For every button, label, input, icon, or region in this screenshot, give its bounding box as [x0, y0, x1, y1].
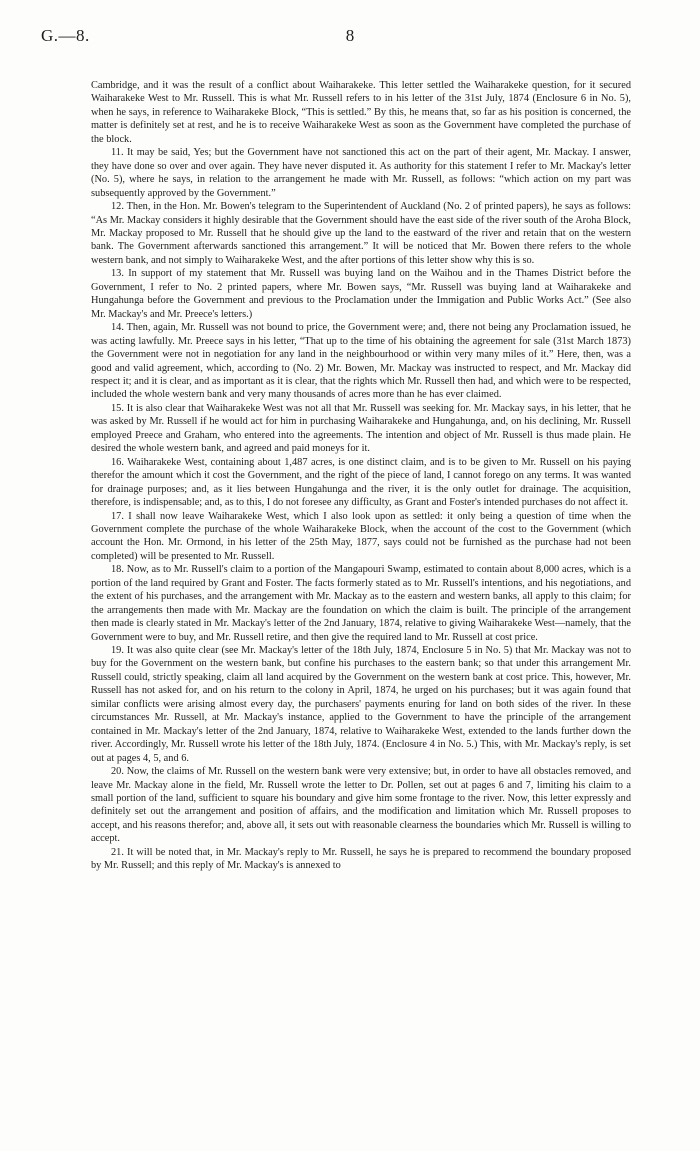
- page-header: [41, 26, 659, 56]
- paragraph-11: 11. It may be said, Yes; but the Government have not sanctioned this act on the part of their agent, Mr. Mackay. I answer, they have done so over and over again. They have never disputed it. As authority for this statement I refer to Mr. Mackay's letter (No. 5), where he says, in relation to the arrangement he made with Mr. Russell, as follows: “which action on my part was subsequently approved by the Government.”: [91, 147, 631, 199]
- paragraph-14: 14. Then, again, Mr. Russell was not bound to price, the Government were; and, there not being any Proclamation issued, he was acting lawfully. Mr. Preece says in his letter, “That up to the time of his obtaining the agreement for sale (31st March 1873) the Government were not in negotiation for any land in the neighbourhood or within very many miles of it.” Here, then, was a good and valid agreement, which, according to (No. 2) Mr. Bowen, Mr. Mackay was instructed to respect, and Mr. Mackay did respect it; and it is clear, and as important as it is clear, that the rights which Mr. Russell then had, and which were to be respected, included the whole western bank and very many thousands of acres more than he has ever claimed.: [91, 322, 631, 401]
- paragraph-17: 17. I shall now leave Waiharakeke West, which I also look upon as settled: it only being a question of time when the Government complete the purchase of the whole Waiharakeke Block, when the account of the cost to the Government (which account the Hon. Mr. Ormond, in his letter of the 25th May, 1877, says could not be furnished as the purchase had not been completed) will be presented to Mr. Russell.: [91, 510, 631, 562]
- paragraph-12: 12. Then, in the Hon. Mr. Bowen's telegram to the Superintendent of Auckland (No. 2 of printed papers), he says as follows: “As Mr. Mackay considers it highly desirable that the Government should have the east side of the river south of the Aroha Block, Mr. Mackay proposed to Mr. Russell that he should give up the land to the eastward of the river and retain that on the western bank. The Government afterwards sanctioned this arrangement.” It will be noticed that Mr. Bowen there refers to the whole western bank, and not simply to Waiharakeke West, and the after portions of this letter show why this is so.: [91, 201, 631, 266]
- paragraph-15: 15. It is also clear that Waiharakeke West was not all that Mr. Russell was seeking for. Mr. Mackay says, in his letter, that he was asked by Mr. Russell if he would act for him in purchasing Waiharakeke and Hungahunga, and, on his declining, Mr. Russell employed Preece and Graham, who entered into the agreements. The intention and object of Mr. Russell is thus made plain. He desired the whole western bank, and agreed and paid moneys for it.: [91, 402, 631, 455]
- page-number: 8: [345, 26, 355, 45]
- body-text: [91, 79, 631, 873]
- paragraph-19: 19. It was also quite clear (see Mr. Mackay's letter of the 18th July, 1874, Enclosure 5 in No. 5) that Mr. Mackay was not to buy for the Government on the western bank, but confine his purchases to the eastern bank; so that under this arrangement Mr. Russell could, strictly speaking, claim all land acquired by the Government on the western bank at cost price. This, however, Mr. Russell has not asked for, and on his return to the colony in April, 1874, he urged on his purchases; but it was again found that similar conflicts were arising almost every day, the purchasers' payments enuring for land on both sides of the river. In these circumstances Mr. Russell, at Mr. Mackay's instance, applied to the Government to have the principle of the arrangement contained in Mr. Mackay's letter of the 2nd January, 1874, relative to Waiharakeke West, extended to the lands further down the river. Accordingly, Mr. Russell wrote his letter of the 18th July, 1874. (Enclosure 4 in No. 5.) This, with Mr. Mackay's reply, is set out at pages 4, 5, and 6.: [91, 645, 631, 764]
- paragraph-13: 13. In support of my statement that Mr. Russell was buying land on the Waihou and in the Thames District before the Government, I refer to No. 2 printed papers, where Mr. Bowen says, “Mr. Russell was buying land at Waiharakeke and Hungahunga before the Government and previous to the Proclamation under the Immigation and Public Works Act.” (See also Mr. Mackay's and Mr. Preece's letters.): [91, 268, 631, 320]
- document-reference: G.—8.: [41, 26, 90, 45]
- paragraph-continuation: Cambridge, and it was the result of a conflict about Waiharakeke. This letter settled the Waiharakeke question, for it secured Waiharakeke West to Mr. Russell. This is what Mr. Russell refers to in his letter of the 31st July, 1874 (Enclosure 6 in No. 5), when he says, in reference to Waiharakeke Block, “This is settled.” By this, he means that, so far as his position is concerned, the matter is definitely set at rest, and he is to receive Waiharakeke West as soon as the Government have completed the purchase of the block.: [91, 80, 631, 145]
- paragraph-20: 20. Now, the claims of Mr. Russell on the western bank were very extensive; but, in order to have all obstacles removed, and leave Mr. Mackay alone in the field, Mr. Russell wrote the letter to Dr. Pollen, set out at pages 6 and 7, limiting his claim to a small portion of the land, sufficient to square his boundary and give him some frontage to the river. Now, this letter expressly and definitely set out the arrangement and position of affairs, and the modification and limitation which Mr. Russell proposes to accept, and his reasons therefor; and, above all, it sets out with reasonable clearness the boundaries which Mr. Russell is willing to accept.: [91, 766, 631, 845]
- paragraph-21: 21. It will be noted that, in Mr. Mackay's reply to Mr. Russell, he says he is prepared to recommend the boundary proposed by Mr. Russell; and this reply of Mr. Mackay's is annexed to: [91, 846, 631, 872]
- paragraph-16: 16. Waiharakeke West, containing about 1,487 acres, is one distinct claim, and is to be given to Mr. Russell on his paying therefor the amount which it cost the Government, and the right of the piece of land, I cannot forego on any terms. It was wanted for drainage purposes; and, as it lies between Hungahunga and the river, it is the only outlet for drainage. The acquisition, therefore, is indispensable; and, as to this, I do not foresee any difficulty, as Grant and Foster's intended purchases do not affect it.: [91, 456, 631, 509]
- paragraph-18: 18. Now, as to Mr. Russell's claim to a portion of the Mangapouri Swamp, estimated to contain about 8,000 acres, which is a portion of the land required by Grant and Foster. The facts formerly stated as to Mr. Russell's intentions, and his negotiations, and the extent of his purchases, and the arrangement with Mr. Mackay as to the eastern and western banks, all apply to this claim; for the arrangements then made with Mr. Mackay are the foundation on which the claim is built. The principle of the arrangement then made is clearly stated in Mr. Mackay's letter of the 2nd January, 1874, relative to giving Waiharakeke West—namely, that the Government were to buy, and Mr. Russell retire, and then give the required land to Mr. Russell at cost price.: [91, 564, 631, 643]
